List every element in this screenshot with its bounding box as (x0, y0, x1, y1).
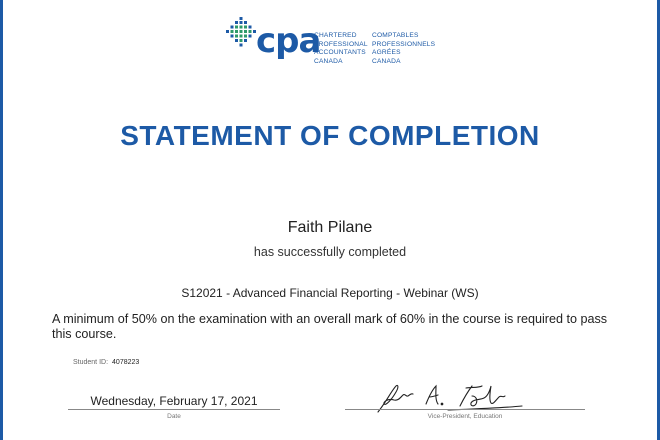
logo-french-text (372, 32, 435, 66)
recipient-name: Faith Pilane (287, 219, 373, 236)
date-line (68, 409, 280, 410)
completion-date: Wednesday, February 17, 2021 (90, 394, 258, 408)
logo-wordmark: cpa (256, 21, 321, 61)
student-id-label: Student ID: (73, 359, 109, 366)
cpa-logo (226, 14, 456, 66)
logo-english-text (314, 32, 368, 66)
logo-fr-line: AGRÉES (372, 49, 401, 56)
course-name: S12021 - Advanced Financial Reporting - Webinar (WS) (181, 286, 479, 300)
logo-en-line: CHARTERED (314, 32, 357, 39)
logo-en-line: PROFESSIONAL (314, 40, 368, 48)
signature-line (345, 409, 585, 410)
logo-en-line: CANADA (314, 57, 343, 65)
logo-fr-line: CANADA (372, 57, 401, 65)
student-id (73, 359, 139, 366)
student-id-value: 4078223 (112, 359, 140, 366)
certificate-title: STATEMENT OF COMPLETION (120, 120, 540, 151)
maple-leaf-dots-icon (226, 16, 256, 50)
completed-text: has successfully completed (253, 245, 407, 259)
signature-label: Vice-President, Education (427, 413, 503, 420)
logo-fr-line: COMPTABLES (372, 32, 419, 39)
logo-fr-line: PROFESSIONNELS (372, 40, 436, 48)
logo-en-line: ACCOUNTANTS (314, 49, 366, 56)
date-label: Date (167, 413, 181, 420)
requirement-text: A minimum of 50% on the examination with an overall mark of 60% in the course is required to pass this course. (52, 312, 608, 341)
